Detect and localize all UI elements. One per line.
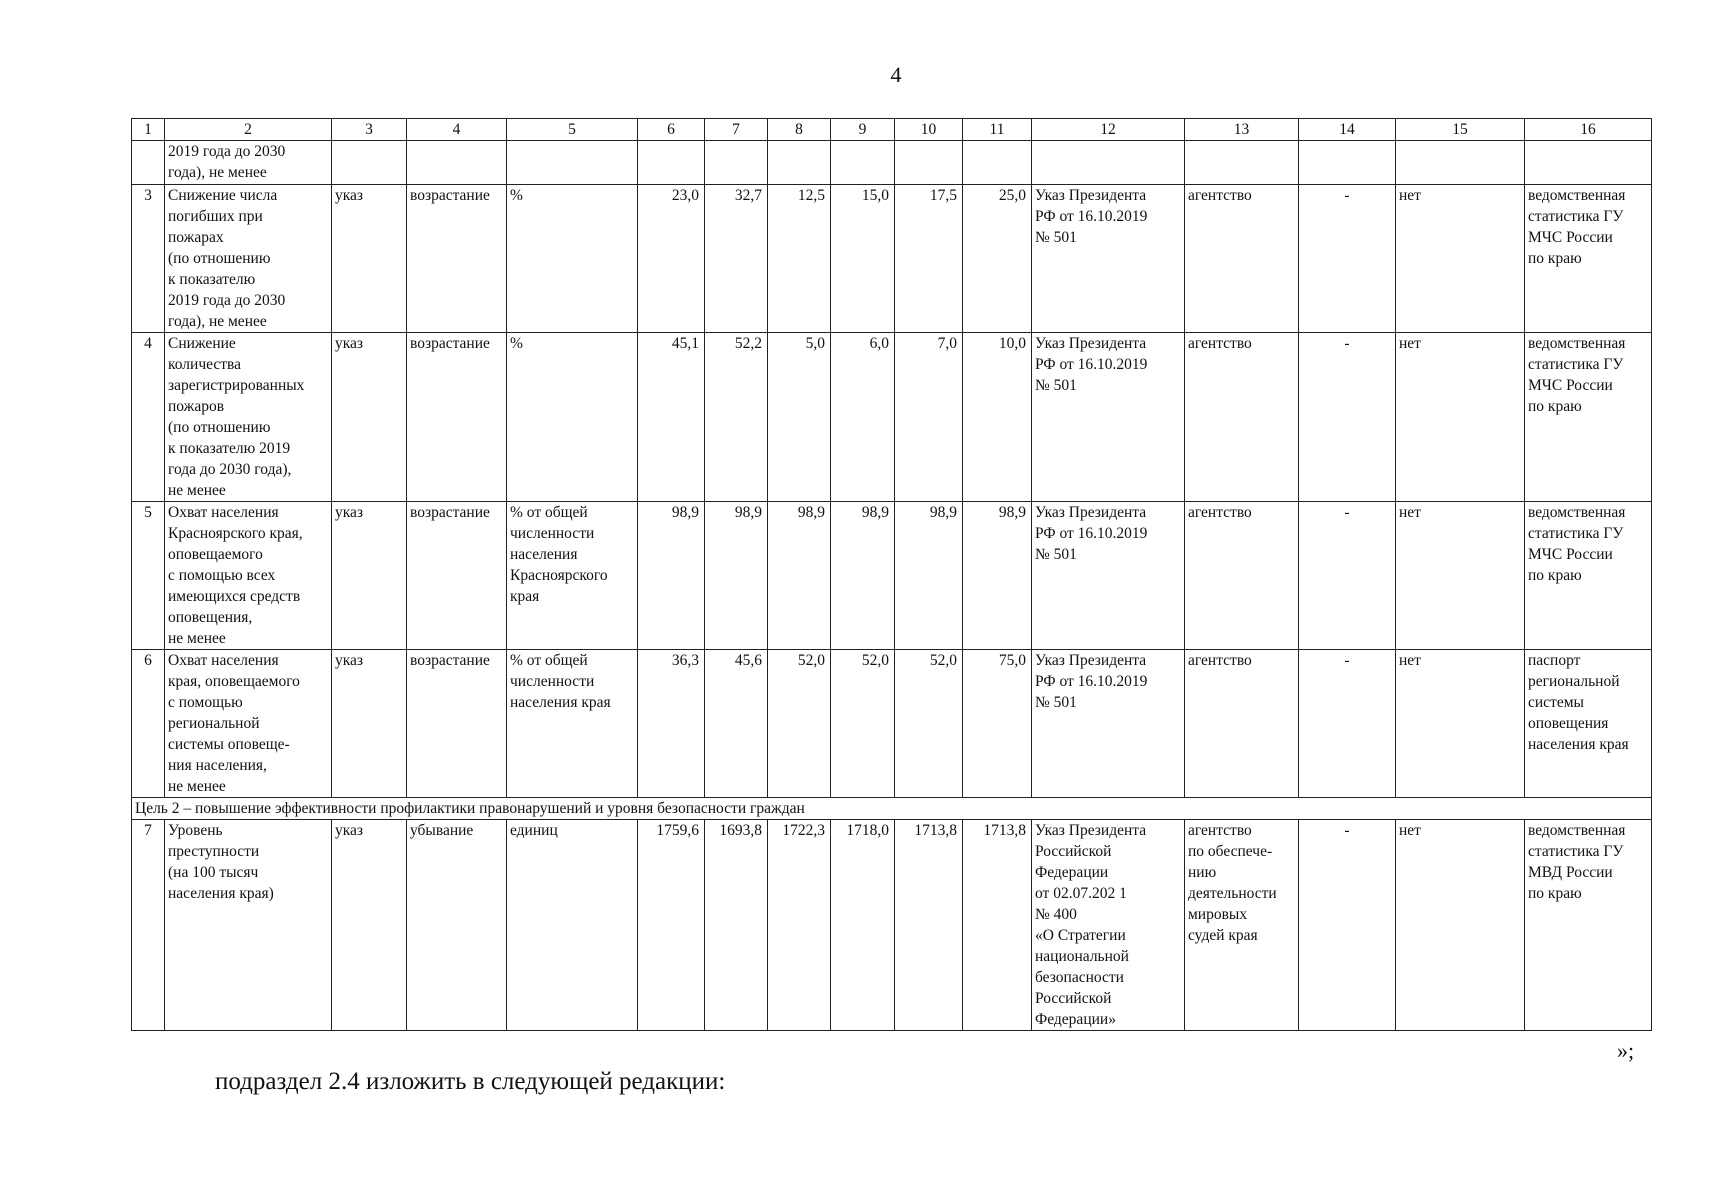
trend-cell: убывание xyxy=(407,820,507,1031)
value-cell: 45,1 xyxy=(638,333,705,502)
document-cell: Указ Президента РФ от 16.10.2019 № 501 xyxy=(1032,650,1185,798)
column-15-cell: нет xyxy=(1396,502,1525,650)
table-row xyxy=(132,185,1652,333)
column-14-cell: - xyxy=(1299,502,1396,650)
column-15-cell: нет xyxy=(1396,820,1525,1031)
goal-2-text: Цель 2 – повышение эффективности профилактики правонарушений и уровня безопасности граждан xyxy=(132,798,1652,820)
basis-cell: указ xyxy=(332,185,407,333)
responsible-cell: агентство по обеспече- нию деятельности мировых судей края xyxy=(1185,820,1299,1031)
source-cell: ведомственная статистика ГУ МЧС России по краю xyxy=(1525,333,1652,502)
responsible-cell: агентство xyxy=(1185,185,1299,333)
column-header: 10 xyxy=(895,119,963,141)
source-cell: ведомственная статистика ГУ МЧС России по краю xyxy=(1525,502,1652,650)
value-cell: 98,9 xyxy=(638,502,705,650)
indicator-name: Охват населения Красноярского края, оповещаемого с помощью всех имеющихся средств оповещения, не менее xyxy=(165,502,332,650)
indicator-name: Снижение числа погибших при пожарах (по отношению к показателю 2019 года до 2030 года), не менее xyxy=(165,185,332,333)
column-header: 14 xyxy=(1299,119,1396,141)
document-cell: Указ Президента РФ от 16.10.2019 № 501 xyxy=(1032,185,1185,333)
column-header: 9 xyxy=(831,119,895,141)
value-cell: 75,0 xyxy=(963,650,1032,798)
responsible-cell: агентство xyxy=(1185,650,1299,798)
row-number: 6 xyxy=(132,650,165,798)
value-cell: 98,9 xyxy=(705,502,768,650)
value-cell: 98,9 xyxy=(768,502,831,650)
row-number: 5 xyxy=(132,502,165,650)
column-header: 7 xyxy=(705,119,768,141)
column-header: 3 xyxy=(332,119,407,141)
column-header: 8 xyxy=(768,119,831,141)
trend-cell: возрастание xyxy=(407,333,507,502)
column-header-row xyxy=(132,119,1652,141)
indicator-name: Уровень преступности (на 100 тысяч населения края) xyxy=(165,820,332,1031)
value-cell: 98,9 xyxy=(963,502,1032,650)
column-header: 15 xyxy=(1396,119,1525,141)
column-header: 2 xyxy=(165,119,332,141)
column-header: 12 xyxy=(1032,119,1185,141)
goal-row xyxy=(132,798,1652,820)
value-cell: 1718,0 xyxy=(831,820,895,1031)
column-15-cell: нет xyxy=(1396,185,1525,333)
value-cell: 52,0 xyxy=(768,650,831,798)
document-cell: Указ Президента Российской Федерации от 02.07.202 1 № 400 «О Стратегии национальной безопасности Российской Федерации» xyxy=(1032,820,1185,1031)
value-cell: 15,0 xyxy=(831,185,895,333)
indicator-name: 2019 года до 2030 года), не менее xyxy=(165,141,332,185)
unit-cell: % xyxy=(507,185,638,333)
value-cell: 5,0 xyxy=(768,333,831,502)
trend-cell: возрастание xyxy=(407,502,507,650)
value-cell: 1713,8 xyxy=(895,820,963,1031)
basis-cell: указ xyxy=(332,650,407,798)
table-row xyxy=(132,820,1652,1031)
source-cell: ведомственная статистика ГУ МЧС России по краю xyxy=(1525,185,1652,333)
document-cell: Указ Президента РФ от 16.10.2019 № 501 xyxy=(1032,333,1185,502)
trend-cell: возрастание xyxy=(407,185,507,333)
column-header: 1 xyxy=(132,119,165,141)
value-cell: 1722,3 xyxy=(768,820,831,1031)
value-cell: 32,7 xyxy=(705,185,768,333)
value-cell: 6,0 xyxy=(831,333,895,502)
table-row xyxy=(132,502,1652,650)
column-header: 4 xyxy=(407,119,507,141)
unit-cell: % xyxy=(507,333,638,502)
value-cell: 25,0 xyxy=(963,185,1032,333)
value-cell: 23,0 xyxy=(638,185,705,333)
closing-quote-mark: »; xyxy=(1617,1038,1635,1063)
responsible-cell: агентство xyxy=(1185,502,1299,650)
table-row xyxy=(132,650,1652,798)
column-15-cell: нет xyxy=(1396,650,1525,798)
value-cell: 1693,8 xyxy=(705,820,768,1031)
unit-cell: единиц xyxy=(507,820,638,1031)
row-number: 4 xyxy=(132,333,165,502)
basis-cell: указ xyxy=(332,333,407,502)
column-14-cell: - xyxy=(1299,650,1396,798)
subsection-instruction: подраздел 2.4 изложить в следующей редакции: xyxy=(215,1068,726,1095)
column-header: 5 xyxy=(507,119,638,141)
row-number: 7 xyxy=(132,820,165,1031)
value-cell: 1759,6 xyxy=(638,820,705,1031)
continuation-row xyxy=(132,141,1652,185)
row-number: 3 xyxy=(132,185,165,333)
trend-cell: возрастание xyxy=(407,650,507,798)
value-cell: 98,9 xyxy=(831,502,895,650)
table-row xyxy=(132,333,1652,502)
indicator-name: Снижение количества зарегистрированных пожаров (по отношению к показателю 2019 года до 2030 года), не менее xyxy=(165,333,332,502)
value-cell: 10,0 xyxy=(963,333,1032,502)
unit-cell: % от общей численности населения Красноярского края xyxy=(507,502,638,650)
basis-cell: указ xyxy=(332,502,407,650)
column-header: 13 xyxy=(1185,119,1299,141)
value-cell: 36,3 xyxy=(638,650,705,798)
column-15-cell: нет xyxy=(1396,333,1525,502)
document-cell: Указ Президента РФ от 16.10.2019 № 501 xyxy=(1032,502,1185,650)
unit-cell: % от общей численности населения края xyxy=(507,650,638,798)
value-cell: 17,5 xyxy=(895,185,963,333)
indicator-name: Охват населения края, оповещаемого с помощью региональной системы оповеще- ния населения, не менее xyxy=(165,650,332,798)
column-14-cell: - xyxy=(1299,820,1396,1031)
value-cell: 52,0 xyxy=(895,650,963,798)
value-cell: 45,6 xyxy=(705,650,768,798)
source-cell: ведомственная статистика ГУ МВД России по краю xyxy=(1525,820,1652,1031)
page-number: 4 xyxy=(890,62,902,87)
indicators-table xyxy=(131,118,1652,1031)
value-cell: 52,2 xyxy=(705,333,768,502)
value-cell: 98,9 xyxy=(895,502,963,650)
value-cell: 7,0 xyxy=(895,333,963,502)
column-header: 6 xyxy=(638,119,705,141)
basis-cell: указ xyxy=(332,820,407,1031)
value-cell: 52,0 xyxy=(831,650,895,798)
column-14-cell: - xyxy=(1299,185,1396,333)
column-header: 16 xyxy=(1525,119,1652,141)
value-cell: 1713,8 xyxy=(963,820,1032,1031)
column-header: 11 xyxy=(963,119,1032,141)
value-cell: 12,5 xyxy=(768,185,831,333)
source-cell: паспорт региональной системы оповещения населения края xyxy=(1525,650,1652,798)
column-14-cell: - xyxy=(1299,333,1396,502)
responsible-cell: агентство xyxy=(1185,333,1299,502)
